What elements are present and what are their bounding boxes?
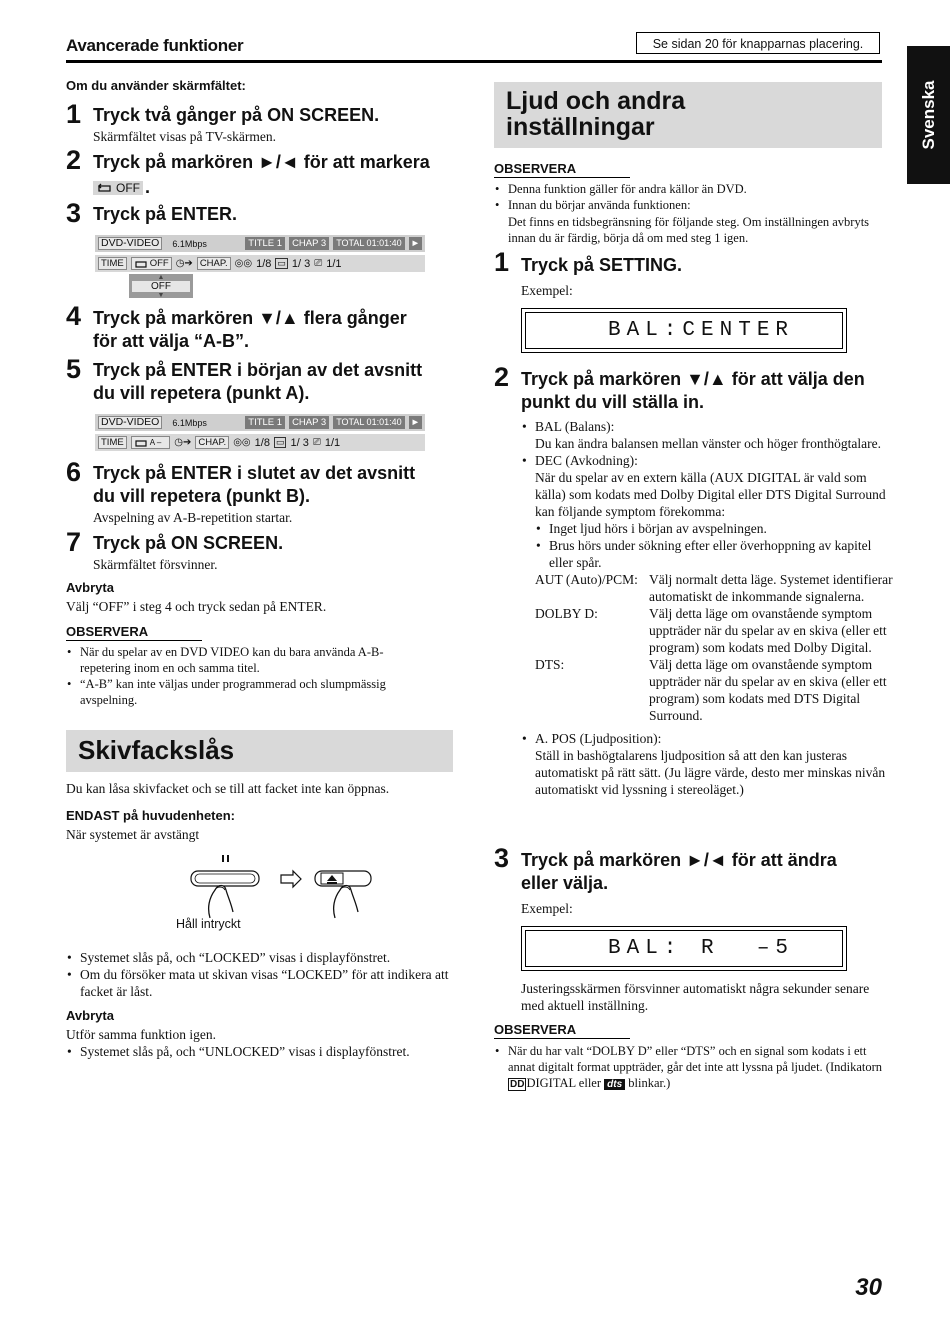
list-item: • Systemet slås på, och “UNLOCKED” visas i displayfönstret.	[80, 1043, 470, 1060]
display-window-1	[521, 308, 847, 353]
step-5-text-1: Tryck på ENTER i början av det avsnitt	[93, 360, 423, 380]
page-number: 30	[855, 1274, 882, 1301]
dec-text: När du spelar av en extern källa (AUX DIGITAL är vald som källa) som kodats med Dolby Digital eller DTS Digital Surround kan följande symptom förekomma:	[535, 470, 886, 519]
step-7-text: Tryck på ON SCREEN.	[93, 533, 284, 553]
bal-text: Du kan ändra balansen mellan vänster och höger fronthögtalare.	[535, 436, 881, 451]
skiv-intro: Du kan låsa skivfacket och se till att facket inte kan öppnas.	[66, 781, 390, 796]
only-main-unit-heading: ENDAST på huvudenheten:	[66, 808, 236, 823]
title-chip: TITLE 1	[245, 416, 285, 429]
step-7-sub: Skärmfältet försvinner.	[93, 557, 218, 572]
list-item: • “A-B” kan inte väljas under programmerad och slumpmässig avspelning.	[80, 676, 430, 708]
mode-row: AUT (Auto)/PCM: Välj normalt detta läge. Systemet identifierar automatiskt de inkommande signalerna.	[535, 572, 893, 604]
skivfackslas-title-box	[66, 730, 453, 772]
repeat-off-chip: OFF	[93, 181, 143, 195]
when-off-text: När systemet är avstängt	[66, 827, 200, 842]
chapter-chip: CHAP.	[197, 257, 231, 270]
mode-row: DOLBY D: Välj detta läge om ovanstående symptom uppträder när du spelar av en skiva (eller ett program) som kodats med Dolby Digital.	[535, 606, 887, 655]
angle-value: 1/1	[326, 257, 342, 270]
step-2-text: Tryck på markören ►/◄ för att markera	[93, 152, 430, 172]
angle-icon: ⎚	[312, 437, 321, 448]
repeat-chip: OFF	[131, 257, 172, 270]
step-number: 3	[66, 198, 82, 228]
setting-step-3-text-1: Tryck på markören ►/◄ för att ändra	[521, 850, 837, 870]
chap-chip: CHAP 3	[289, 237, 329, 250]
step-3-text: Tryck på ENTER.	[93, 204, 238, 224]
audio-value: 1/8	[254, 436, 270, 449]
step-number: 3	[494, 843, 510, 873]
clock-icon: ◷➔	[175, 258, 193, 269]
step-6-sub: Avspelning av A-B-repetition startar.	[93, 510, 293, 525]
repeat-chip: A –	[131, 436, 171, 449]
repeat-icon	[134, 439, 148, 447]
list-item: • Systemet slås på, och “LOCKED” visas i displayfönstret.	[80, 949, 470, 966]
chap-chip: CHAP 3	[289, 416, 329, 429]
dolby-digital-icon: DD	[510, 1079, 525, 1090]
clock-icon: ◷➔	[174, 437, 192, 448]
observera-list	[494, 1043, 896, 1093]
disc-type: DVD-VIDEO	[98, 416, 162, 429]
step-1-text: Tryck två gånger på ON SCREEN.	[93, 105, 380, 125]
step-number: 1	[66, 99, 82, 129]
time-chip: TIME	[98, 436, 127, 449]
step-number: 1	[494, 247, 510, 277]
list-item: • Inget ljud hörs i början av avspelningen.	[549, 520, 895, 537]
repeat-icon	[96, 183, 113, 193]
display-text: BAL:CENTER	[525, 312, 843, 349]
observera-heading: OBSERVERA	[494, 1022, 630, 1039]
angle-value: 1/1	[324, 436, 341, 449]
list-item: • Brus hörs under sökning efter eller överhoppning av kapitel eller spår.	[549, 537, 895, 571]
setting-step-2-text-2: punkt du vill ställa in.	[521, 392, 705, 412]
audio-value: 1/8	[256, 257, 272, 270]
example-label: Exempel:	[521, 283, 573, 298]
language-tab: Svenska	[907, 46, 950, 184]
display-window-2	[521, 926, 847, 971]
bitrate: 6.1Mbps	[172, 417, 207, 428]
step-2-icon-line	[93, 176, 150, 199]
repeat-icon	[134, 260, 148, 268]
osd-row-2	[95, 434, 425, 451]
cancel-heading: Avbryta	[66, 580, 114, 595]
list-item: • Om du försöker mata ut skivan visas “LOCKED” för att indikera att facket är låst.	[80, 966, 470, 1000]
mode-row: DTS: Välj detta läge om ovanstående symptom uppträder när du spelar av en skiva (eller ett program) som kodats med DTS Digital Surround.	[535, 657, 887, 723]
play-icon: ►	[410, 238, 420, 249]
setting-step-1-text: Tryck på SETTING.	[521, 255, 683, 275]
step-4-text-1: Tryck på markören ▼/▲ flera gånger	[93, 308, 407, 328]
osd-popup: ▲ OFF ▼	[129, 274, 193, 298]
step-number: 2	[66, 145, 82, 175]
observera-list	[494, 181, 893, 213]
finger-press-illustration	[185, 850, 375, 922]
list-item	[535, 418, 895, 452]
observera-heading: OBSERVERA	[494, 161, 630, 178]
dec-title: • DEC (Avkodning):	[535, 453, 638, 468]
list-item: • När du spelar av en DVD VIDEO kan du bara använda A-B-repetering inom en och samma titel.	[80, 644, 430, 676]
bitrate: 6.1Mbps	[172, 238, 207, 249]
title-chip: TITLE 1	[245, 237, 285, 250]
disc-type: DVD-VIDEO	[98, 237, 162, 250]
audio-icon: ◎◎	[233, 437, 251, 448]
step-1-sub: Skärmfältet visas på TV-skärmen.	[93, 129, 276, 144]
skiv-cancel-list	[66, 1043, 470, 1060]
skiv-bullet-list	[66, 949, 470, 1000]
figure-caption: Håll intryckt	[176, 917, 241, 931]
osd-row-2	[95, 255, 425, 272]
step-number: 4	[66, 301, 82, 331]
observera-list	[66, 644, 430, 708]
symptom-list	[535, 520, 895, 571]
setting-step-3-text-2: eller välja.	[521, 873, 609, 893]
list-item	[535, 730, 895, 798]
apos-text: Ställ in bashögtalarens ljudposition så att den kan justeras automatiskt på rätt sätt. (Ju lägre värde, desto mer minskas nivån automatiskt vid lyssning i stereoläget.)	[535, 748, 886, 797]
osd-row-1	[95, 235, 425, 252]
list-item	[535, 452, 895, 724]
hold-buttons-figure	[185, 850, 375, 925]
auto-close-note: Justeringsskärmen försvinner automatiskt några sekunder senare med aktuell inställning.	[521, 981, 870, 1013]
step-4-text-2: för att välja “A-B”.	[93, 331, 250, 351]
subtitle-value: 1/ 3	[291, 257, 311, 270]
step-number: 5	[66, 354, 82, 384]
display-text: BAL: R –5	[525, 930, 843, 967]
observera-heading: OBSERVERA	[66, 624, 202, 641]
play-icon: ►	[410, 417, 420, 428]
section-header-title: Avancerade funktioner	[66, 36, 244, 55]
step-number: 6	[66, 457, 82, 487]
list-item: • Innan du börjar använda funktionen:	[508, 197, 893, 213]
ljud-title-box	[494, 82, 882, 148]
on-screen-bar-2	[95, 414, 425, 451]
total-time-chip: TOTAL 01:01:40	[333, 237, 404, 250]
subtitle-icon: ▭	[275, 437, 285, 447]
bal-title: • BAL (Balans):	[535, 419, 615, 434]
step-5-text-2: du vill repetera (punkt A).	[93, 383, 310, 403]
setting-step-2-text-1: Tryck på markören ▼/▲ för att välja den	[521, 369, 865, 389]
angle-icon: ⎚	[314, 258, 323, 269]
skiv-cancel-heading: Avbryta	[66, 1008, 114, 1023]
step-6-text-1: Tryck på ENTER i slutet av det avsnitt	[93, 463, 416, 483]
skiv-cancel-text: Utför samma funktion igen.	[66, 1027, 216, 1042]
osd-row-1	[95, 414, 425, 431]
button-location-note: Se sidan 20 för knapparnas placering.	[636, 32, 880, 54]
step-number: 7	[66, 527, 82, 557]
audio-icon: ◎◎	[234, 258, 253, 269]
step-6-text-2: du vill repetera (punkt B).	[93, 486, 311, 506]
section-title: Skivfackslås	[78, 735, 235, 765]
cancel-text: Välj “OFF” i steg 4 och tryck sedan på ENTER.	[66, 599, 327, 614]
on-screen-bar-1	[95, 235, 425, 272]
total-time-chip: TOTAL 01:01:40	[333, 416, 404, 429]
section-title-line-1: Ljud och andra	[506, 87, 686, 115]
chapter-chip: CHAP.	[195, 436, 229, 449]
section-title-line-2: inställningar	[506, 113, 655, 141]
time-chip: TIME	[98, 257, 127, 270]
apos-title: • A. POS (Ljudposition):	[535, 731, 662, 746]
settings-list	[521, 418, 895, 798]
list-item: • Denna funktion gäller för andra källor än DVD.	[508, 181, 893, 197]
step-number: 2	[494, 362, 510, 392]
subtitle-value: 1/ 3	[290, 436, 309, 449]
example-label: Exempel:	[521, 901, 573, 916]
subtitle-icon: ▭	[277, 258, 286, 268]
intro-heading: Om du använder skärmfältet:	[66, 78, 246, 93]
step-2-tail: .	[145, 177, 151, 197]
dts-icon: dts	[604, 1079, 625, 1090]
time-limit-note: Det finns en tidsbegränsning för följande steg. Om inställningen avbryts innan du är färdig, börja då om med steg 1 igen.	[508, 215, 870, 245]
header-rule	[66, 60, 882, 63]
list-item: • När du har valt “DOLBY D” eller “DTS” och en signal som kodats i ett annat digitalt format uppträder, går det inte att lyssna på ljudet. (Indikatorn DD DIGITAL eller dts blinkar.)	[508, 1043, 896, 1093]
